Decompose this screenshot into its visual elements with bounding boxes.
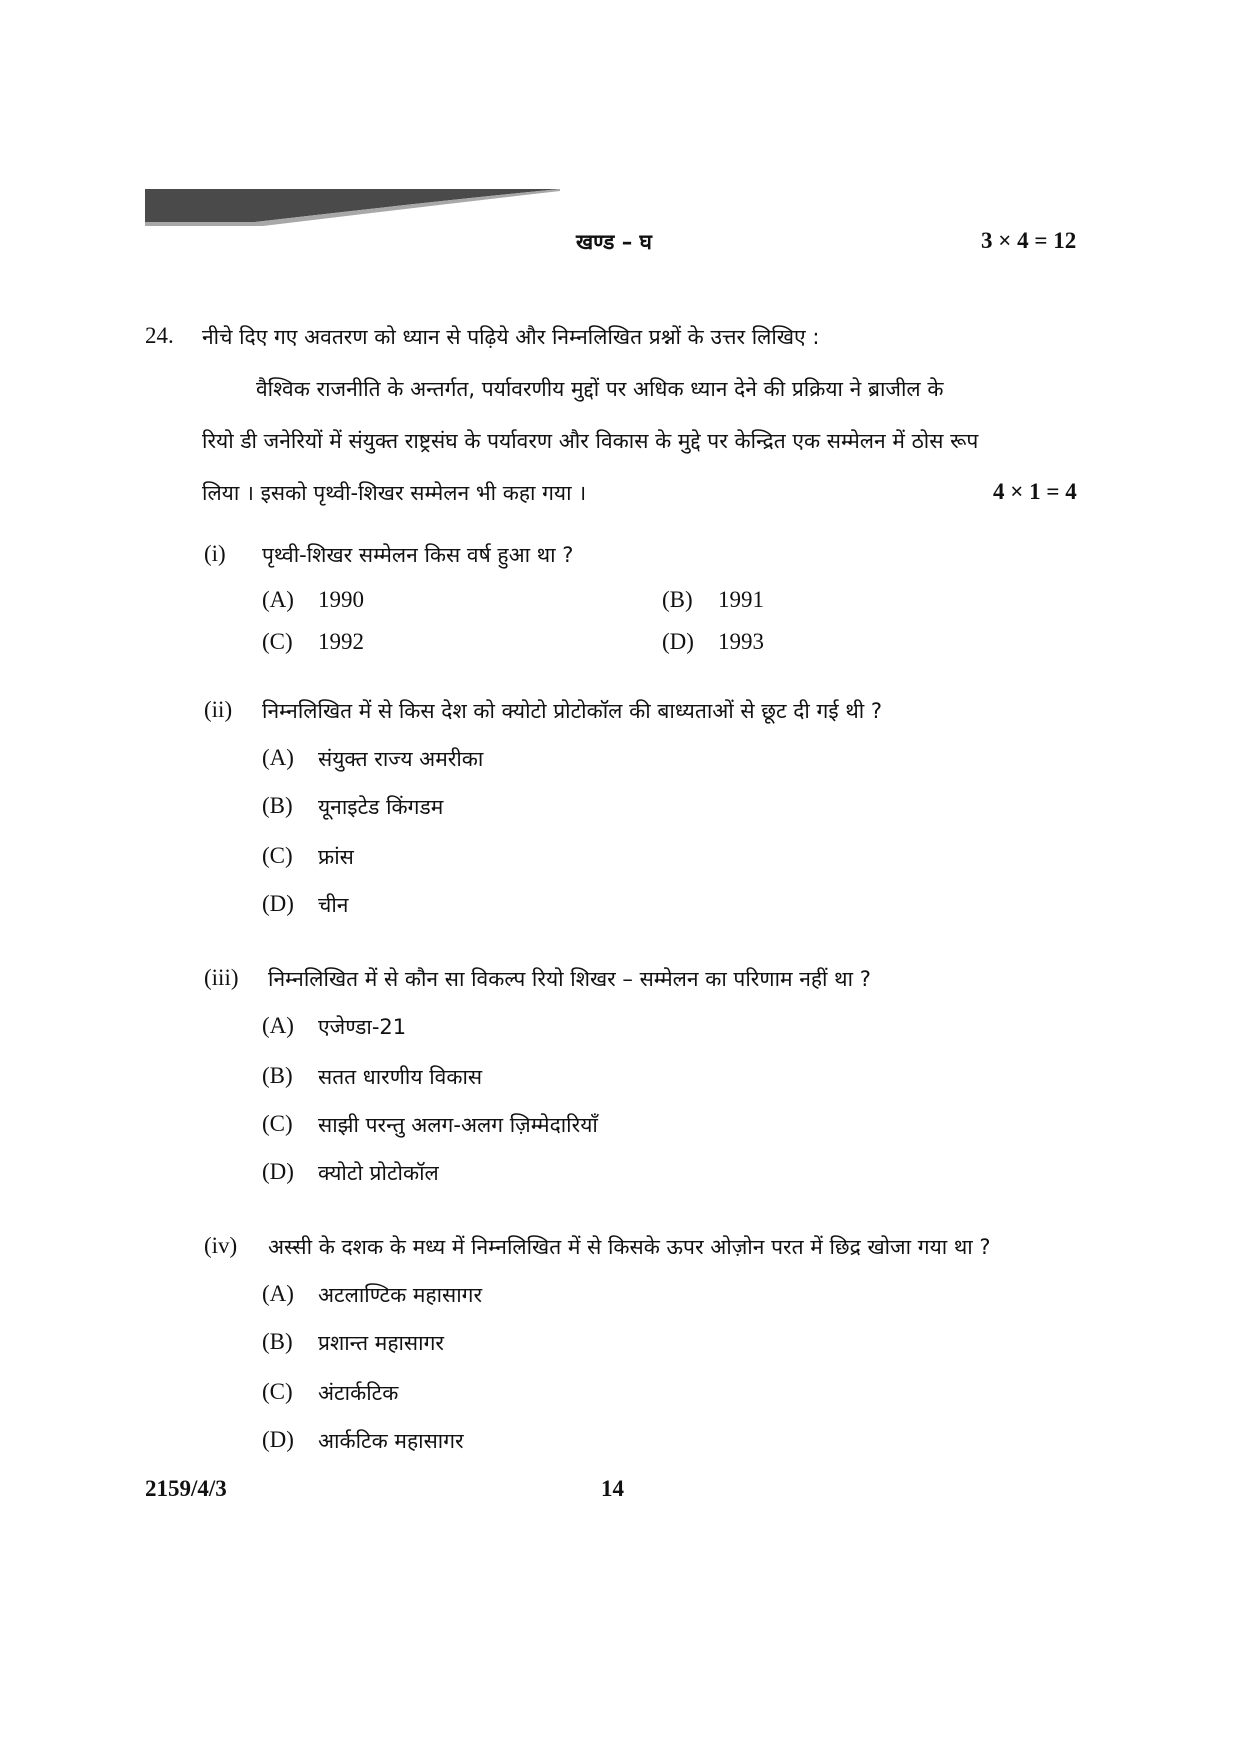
option-label: (B)	[662, 587, 693, 612]
option-label: (C)	[262, 843, 293, 868]
section-title: खण्ड – घ	[576, 230, 652, 254]
option-label: (D)	[662, 629, 694, 654]
option-text: आर्कटिक महासागर	[318, 1429, 464, 1453]
sub-question-text: निम्नलिखित में से कौन सा विकल्प रियो शिखर – सम्मेलन का परिणाम नहीं था ?	[268, 967, 871, 991]
sub-question-label: (ii)	[204, 697, 233, 722]
paper-code: 2159/4/3	[145, 1476, 227, 1501]
question-number: 24.	[145, 323, 174, 348]
sub-question-text: निम्नलिखित में से किस देश को क्योटो प्रोटोकॉल की बाध्यताओं से छूट दी गई थी ?	[262, 699, 882, 723]
question-instruction: नीचे दिए गए अवतरण को ध्यान से पढ़िये और निम्नलिखित प्रश्नों के उत्तर लिखिए :	[202, 325, 820, 349]
option-text: यूनाइटेड किंगडम	[318, 795, 444, 819]
option-label: (D)	[262, 891, 294, 916]
option-text: एजेण्डा-21	[318, 1015, 407, 1039]
option-label: (C)	[262, 1379, 293, 1404]
section-header-bar	[145, 186, 560, 226]
option-text: सतत धारणीय विकास	[318, 1065, 483, 1089]
option-text: 1990	[318, 587, 364, 612]
option-label: (B)	[262, 793, 293, 818]
sub-question-text: पृथ्वी-शिखर सम्मेलन किस वर्ष हुआ था ?	[262, 543, 574, 567]
question-marks: 4 × 1 = 4	[993, 479, 1077, 504]
option-text: 1992	[318, 629, 364, 654]
sub-question-text: अस्सी के दशक के मध्य में निम्नलिखित में से किसके ऊपर ओज़ोन परत में छिद्र खोजा गया था ?	[268, 1235, 991, 1259]
option-text: संयुक्त राज्य अमरीका	[318, 747, 484, 771]
sub-question-label: (iv)	[204, 1233, 238, 1258]
option-text: चीन	[318, 893, 349, 917]
option-label: (D)	[262, 1159, 294, 1184]
option-text: 1993	[718, 629, 764, 654]
option-label: (A)	[262, 745, 294, 770]
section-marks: 3 × 4 = 12	[981, 228, 1077, 253]
option-label: (C)	[262, 629, 293, 654]
option-label: (B)	[262, 1329, 293, 1354]
option-text: अटलाण्टिक महासागर	[318, 1283, 483, 1307]
option-label: (A)	[262, 1281, 294, 1306]
option-text: फ्रांस	[318, 845, 354, 869]
option-label: (B)	[262, 1063, 293, 1088]
passage-line: लिया । इसको पृथ्वी-शिखर सम्मेलन भी कहा गया ।	[202, 481, 587, 505]
option-text: 1991	[718, 587, 764, 612]
option-label: (D)	[262, 1427, 294, 1452]
option-label: (A)	[262, 587, 294, 612]
passage-line: वैश्विक राजनीति के अन्तर्गत, पर्यावरणीय मुद्दों पर अधिक ध्यान देने की प्रक्रिया ने ब्राजील के	[256, 377, 944, 401]
option-text: प्रशान्त महासागर	[318, 1331, 444, 1355]
option-text: क्योटो प्रोटोकॉल	[318, 1161, 439, 1185]
option-text: साझी परन्तु अलग-अलग ज़िम्मेदारियाँ	[318, 1113, 598, 1137]
passage-line: रियो डी जनेरियों में संयुक्त राष्ट्रसंघ के पर्यावरण और विकास के मुद्दे पर केन्द्रित एक सम्मेलन में ठोस रूप	[202, 429, 979, 453]
option-text: अंटार्कटिक	[318, 1381, 399, 1405]
option-label: (C)	[262, 1111, 293, 1136]
page-number: 14	[601, 1476, 624, 1501]
option-label: (A)	[262, 1013, 294, 1038]
sub-question-label: (i)	[204, 541, 226, 566]
sub-question-label: (iii)	[204, 965, 239, 990]
